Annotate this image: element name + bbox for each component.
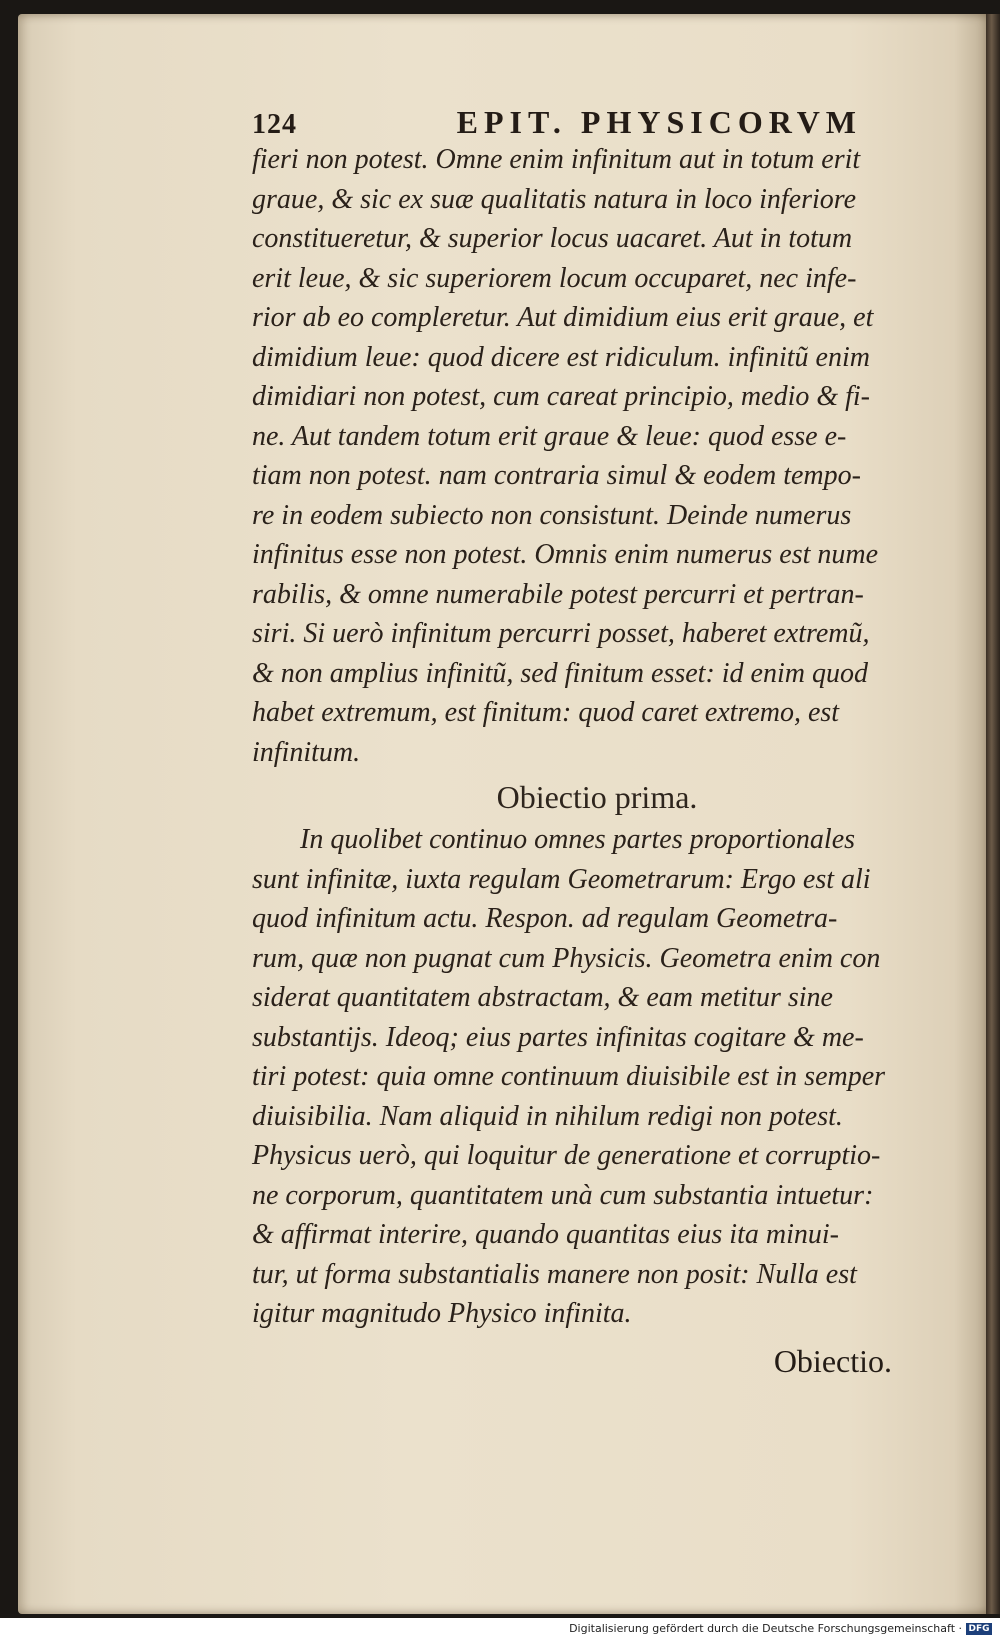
text-body [252, 140, 932, 1384]
text-line: rum, quæ non pugnat cum Physicis. Geometra enim con [252, 942, 881, 974]
text-line: tiri potest: quia omne continuum diuisibile est in semper [252, 1061, 886, 1092]
text-line: tiam non potest. nam contraria simul & eodem tempo- [252, 460, 861, 491]
page-edge [986, 14, 1000, 1614]
dfg-logo-icon: DFG [966, 1623, 992, 1635]
next-heading: Obiectio. [773, 1342, 892, 1379]
text-line: & affirmat interire, quando quantitas eius ita minui- [252, 1219, 839, 1250]
text-line: tur, ut forma substantialis manere non posit: Nulla est [252, 1258, 857, 1290]
page-number: 124 [252, 109, 297, 140]
text-line: siderat quantitatem abstractam, & eam metitur sine [252, 982, 833, 1013]
text-line: habet extremum, est finitum: quod caret extremo, est [252, 697, 840, 728]
text-line: ne. Aut tandem totum erit graue & leue: quod esse e- [252, 420, 847, 452]
text-line: constitueretur, & superior locus uacaret. Aut in totum [252, 223, 853, 254]
text-line: re in eodem subiecto non consistunt. Deinde numerus [252, 499, 852, 531]
footer-credit: Digitalisierung gefördert durch die Deutsche Forschungsgemeinschaft · [569, 1622, 962, 1635]
footer-bar [0, 1618, 1000, 1639]
text-line: rior ab eo compleretur. Aut dimidium eius erit graue, et [252, 302, 874, 333]
text-line: dimidiari non potest, cum careat principio, medio & fi- [252, 381, 871, 412]
text-line: & non amplius infinitũ, sed finitum esset: id enim quod [252, 657, 868, 689]
text-line: Physicus uerò, qui loquitur de generatione et corruptio- [252, 1140, 881, 1171]
text-line: dimidium leue: quod dicere est ridiculum. infinitũ enim [252, 341, 870, 373]
paragraph-1 [252, 140, 932, 772]
text-line: quod infinitum actu. Respon. ad regulam Geometra- [252, 903, 838, 934]
running-head-title: EPIT. PHYSICORVM [456, 104, 862, 140]
paragraph-2 [252, 820, 932, 1334]
text-line: igitur magnitudo Physico infinita. [252, 1298, 632, 1329]
text-line: infinitum. [252, 736, 361, 768]
text-line: rabilis, & omne numerabile potest percurri et pertran- [252, 578, 864, 610]
text-line: In quolibet continuo omnes partes proportionales [300, 824, 856, 855]
text-line: ne corporum, quantitatem unà cum substantia intuetur: [252, 1179, 874, 1211]
text-line: sunt infinitæ, iuxta regulam Geometrarum: Ergo est ali [252, 863, 871, 895]
text-line: fieri non potest. Omne enim infinitum aut in totum erit [252, 144, 861, 175]
section-heading: Obiectio prima. [496, 779, 698, 815]
text-line: erit leue, & sic superiorem locum occuparet, nec infe- [252, 262, 857, 294]
text-line: infinitus esse non potest. Omnis enim numerus est nume [252, 539, 879, 570]
text-line: substantijs. Ideoq; eius partes infinitas cogitare & me- [252, 1021, 864, 1053]
running-head [252, 104, 862, 141]
text-line: siri. Si uerò infinitum percurri posset, haberet extremũ, [252, 618, 870, 649]
text-line: graue, & sic ex suæ qualitatis natura in loco inferiore [252, 183, 857, 215]
text-line: diuisibilia. Nam aliquid in nihilum redigi non potest. [252, 1100, 843, 1132]
